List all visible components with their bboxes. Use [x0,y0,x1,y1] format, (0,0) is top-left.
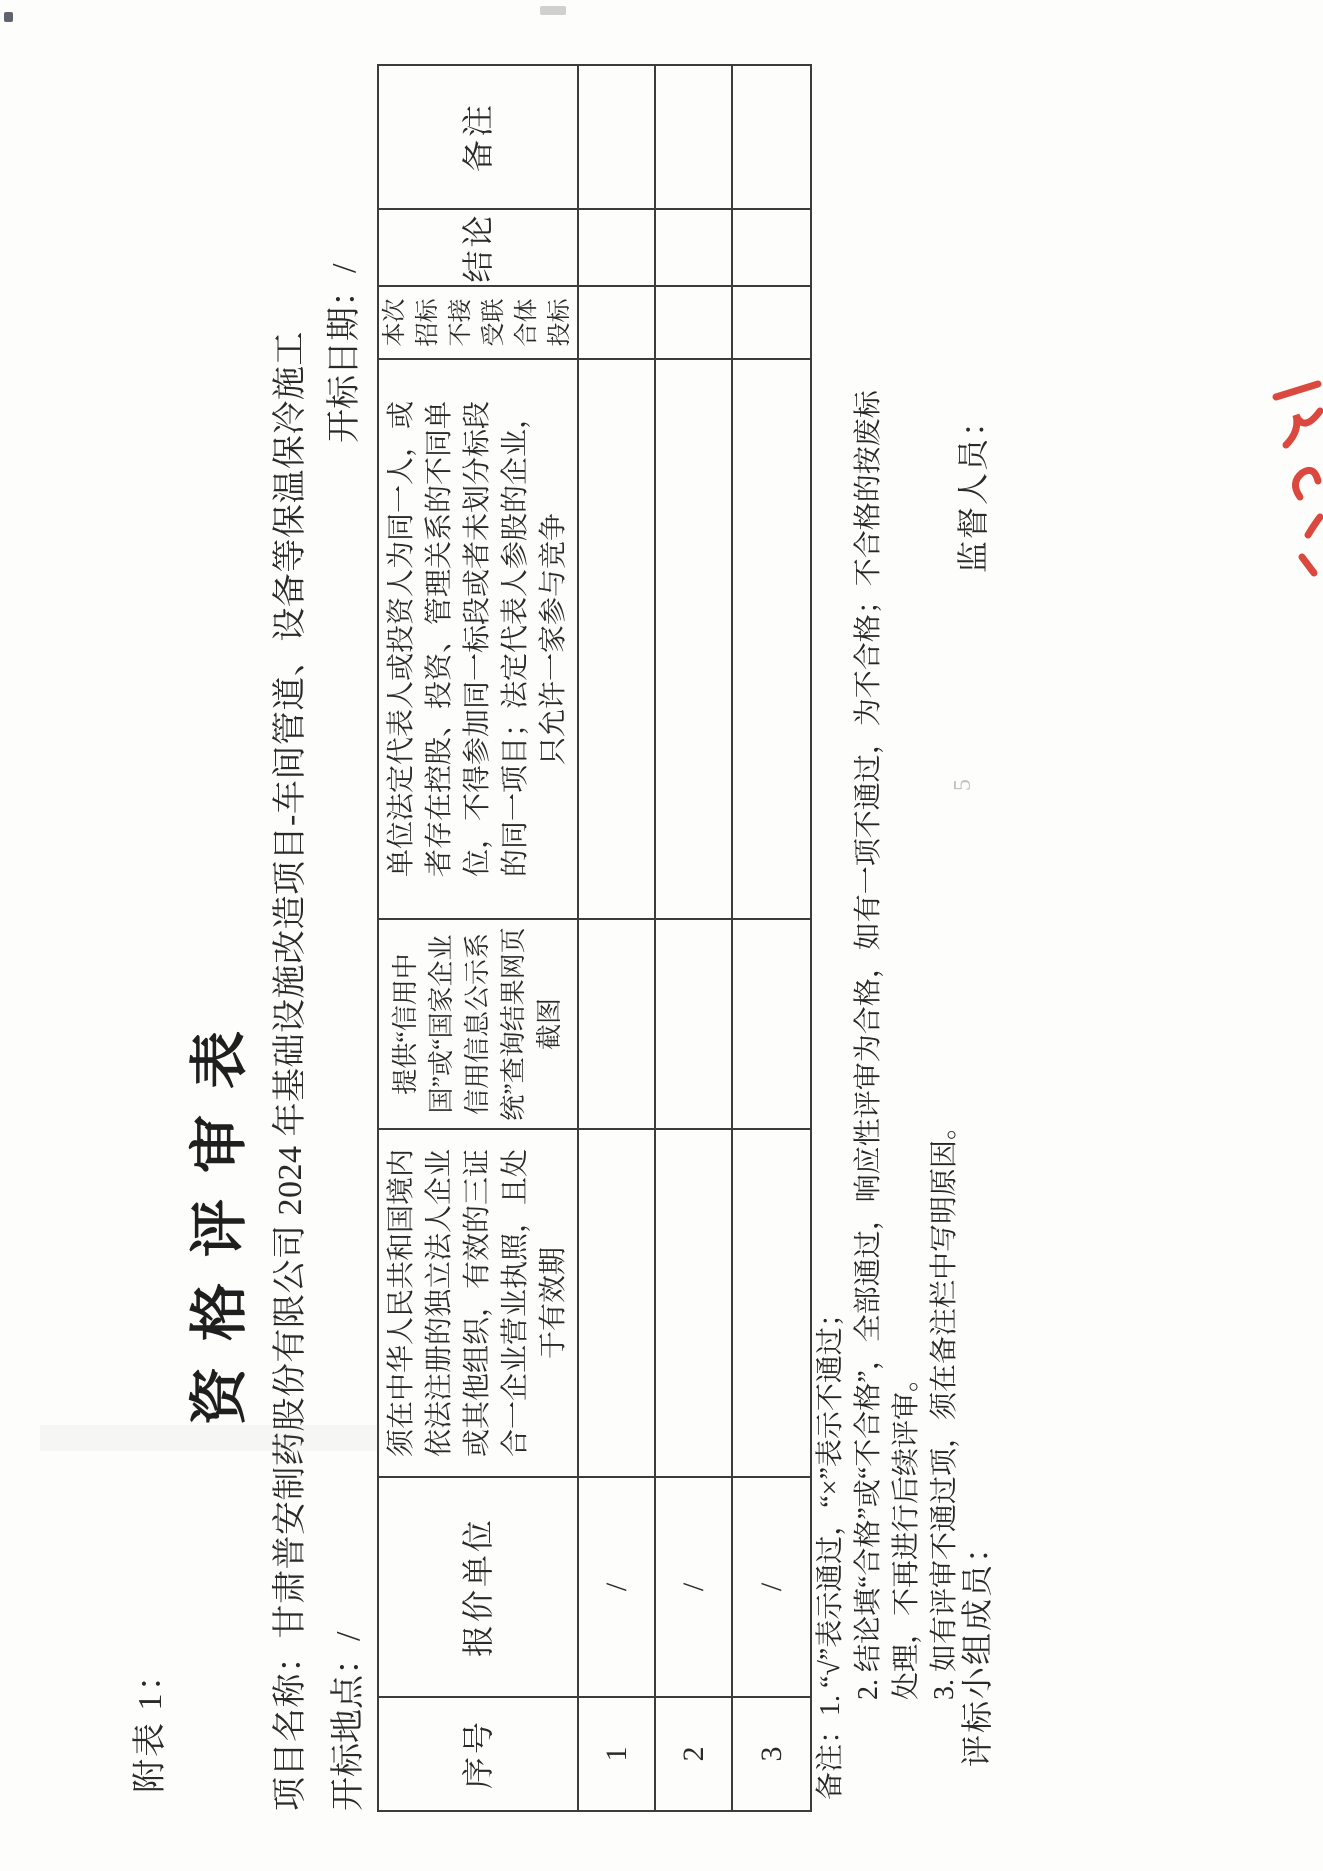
table-row-1-legal-rep [579,358,656,918]
table-row-1-conclusion [579,208,656,285]
bid-location-label: 开标地点： [330,1641,367,1811]
column-header-legal-rep: 单位法定代表人或投资人为同一人，或者存在控股、投资、管理关系的不同单位，不得参加同一标段或者未划分标段的同一项目；法定代表人参股的企业，只允许一家参与竞争 [379,358,579,918]
scan-artifact-streak [1319,324,1323,524]
table-row-1-consortium [579,285,656,358]
red-signature-stamp [1262,363,1323,593]
table-row-1-remark [579,66,656,208]
table-row-3-conclusion [733,208,810,285]
table-row-3-consortium [733,285,810,358]
table-row-2-conclusion [656,208,733,285]
page-number: 5 [950,779,976,791]
attachment-label: 附表 1： [132,1655,169,1793]
notes-label: 备注： [815,1715,846,1800]
table-row-2-credit [656,918,733,1128]
supervisor-label: 监督人员： [955,402,991,573]
project-name-line: 项目名称：甘肃普安制药股份有限公司 2024 年基础设施改造项目-车间管道、设备等保温保冷施工 [272,331,309,1811]
bid-location-value: / [330,1631,367,1641]
page-title: 资格评审表 [187,1005,252,1426]
table-row-2-legal-rep [656,358,733,918]
column-header-registration: 须在中华人民共和国境内依法注册的独立法人企业或其他组织，有效的三证合一企业营业执照，且处于有效期 [379,1128,579,1476]
note-item-3: 3. 如有评审不通过项，须在备注栏中写明原因。 [929,1111,960,1700]
bid-date-label: 开标日期： [326,273,363,443]
table-row-3-seq: 3 [733,1696,810,1810]
table-row-2-registration [656,1128,733,1476]
table-row-3-bidder: / [733,1476,810,1696]
table-row-2-bidder: / [656,1476,733,1696]
table-row-3-legal-rep [733,358,810,918]
column-header-seq: 序号 [379,1696,579,1810]
table-row-3-registration [733,1128,810,1476]
table-row-1-seq: 1 [579,1696,656,1810]
column-header-bidder: 报价单位 [379,1476,579,1696]
note-line-1 [812,370,850,1800]
scan-artifact-dash [540,6,566,15]
column-header-credit: 提供“信用中国”或“国家企业信用信息公示系统”查询结果网页截图 [379,918,579,1128]
notes-block [812,370,964,1800]
column-header-remark: 备注 [379,66,579,208]
table-row-2-seq: 2 [656,1696,733,1810]
qualification-review-table [377,64,812,1812]
bid-date-line [316,264,365,443]
bid-location-line [320,1632,369,1811]
table-row-3-remark [733,66,810,208]
table-row-3-credit [733,918,810,1128]
table-row-2-consortium [656,285,733,358]
scan-fold-shadow [40,1425,380,1451]
note-item-2: 2. 结论填“合格”或“不合格”，全部通过，响应性评审为合格，如有一项不通过，为不合格；不合格的按废标处理，不再进行后续评审。 [853,390,922,1700]
note-item-1: 1. “√”表示通过，“×”表示不通过； [815,1299,846,1716]
table-row-2-remark [656,66,733,208]
table-row-1-credit [579,918,656,1128]
evaluation-team-label: 评标小组成员： [959,1528,995,1767]
column-header-conclusion: 结论 [379,208,579,285]
bid-date-value: / [326,263,363,273]
table-row-1-bidder: / [579,1476,656,1696]
scan-artifact-speck [4,12,13,22]
column-header-consortium: 本次招标不接受联合体投标 [379,285,579,358]
table-row-1-registration [579,1128,656,1476]
